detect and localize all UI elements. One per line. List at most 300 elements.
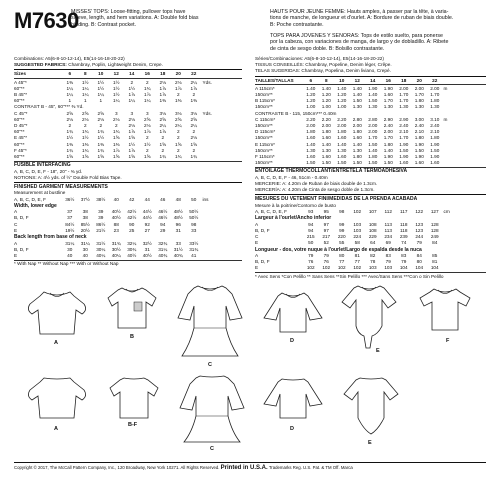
- row-value: 2.00: [399, 85, 409, 91]
- row-value: 1.50: [352, 160, 362, 166]
- row-value: 36½: [65, 196, 75, 202]
- row-value: 1.20: [306, 92, 316, 98]
- row-value: 31¾: [111, 240, 121, 246]
- sketch-view-a-back: [22, 374, 92, 424]
- row-value: 64: [370, 240, 376, 246]
- row-value: 1.70: [399, 98, 409, 104]
- row-value: 1.60: [321, 154, 331, 160]
- row-value: 2⅝: [174, 116, 182, 122]
- row-value: 40½: [111, 215, 121, 221]
- row-value: 1⅞: [112, 147, 120, 153]
- sketch-view-c-back: [174, 372, 250, 448]
- row-value: 1.80: [383, 141, 393, 147]
- row-value: 1¾: [174, 154, 182, 160]
- row-value: 19½: [65, 227, 75, 233]
- row-value: 2⅛: [97, 116, 105, 122]
- row-value: 1⅜: [159, 98, 167, 104]
- row-label: D 45"*: [14, 123, 28, 129]
- row-value: 123: [415, 227, 424, 233]
- desc-fr-line: B: Poche contrastante.: [270, 21, 324, 28]
- row-value: 1⅝: [66, 154, 74, 160]
- longueur-row: [255, 265, 486, 271]
- row-value: 2.80: [368, 116, 378, 122]
- row-value: 99: [339, 227, 345, 233]
- fusible-interfacing-title: FUSIBLE INTERFACING: [14, 162, 71, 169]
- row-value: 2⅝: [81, 110, 89, 116]
- row-unit: Yds.: [202, 79, 212, 85]
- row-value: 2⅛: [190, 135, 198, 141]
- top-bf-back-drawing: [104, 374, 164, 424]
- row-value: 1¼: [112, 98, 120, 104]
- row-value: 2.40: [399, 123, 409, 129]
- row-value: 1.80: [352, 129, 362, 135]
- row-value: 97: [323, 221, 329, 227]
- row-value: 1½: [66, 135, 74, 141]
- row-value: 83: [401, 252, 407, 258]
- row-value: 40¾: [158, 252, 168, 258]
- row-value: 2: [192, 92, 196, 98]
- row-value: 37: [67, 209, 73, 215]
- row-label: 60"**: [14, 154, 25, 160]
- row-value: 1½: [97, 135, 105, 141]
- row-label: A 115cm*: [255, 85, 275, 91]
- row-value: 1.50: [321, 160, 331, 166]
- row-value: 112: [384, 209, 392, 215]
- row-value: 44½: [142, 209, 152, 215]
- row-label: A, B, C, D, E, F: [14, 196, 47, 202]
- size-value: 14: [370, 77, 376, 83]
- row-value: 31¾: [189, 246, 199, 252]
- row-value: 98: [339, 209, 345, 215]
- fabric-row: [14, 154, 242, 160]
- fabric-yardage-table: [14, 80, 242, 105]
- row-value: 2.00: [368, 129, 378, 135]
- row-value: 69: [385, 240, 391, 246]
- row-value: 38½: [96, 196, 106, 202]
- row-value: 1.80: [430, 135, 440, 141]
- row-value: 40½: [127, 252, 137, 258]
- row-value: 2.90: [383, 116, 393, 122]
- row-value: 85: [432, 252, 438, 258]
- row-value: 1.50: [352, 98, 362, 104]
- row-label: 150cm**: [255, 92, 273, 98]
- sketch-view-bf-back: [104, 374, 164, 424]
- row-label: A: [14, 209, 18, 215]
- row-value: 1½: [143, 141, 151, 147]
- sketch-label: F: [446, 338, 450, 344]
- row-value: 2.00: [321, 123, 331, 129]
- row-value: 94: [308, 221, 314, 227]
- metric-fabric-table: [255, 86, 486, 111]
- row-value: 3⅛: [190, 110, 198, 116]
- row-value: 2: [192, 129, 196, 135]
- sketch-view-c-front: [172, 282, 248, 362]
- row-value: 76: [308, 259, 314, 265]
- row-label: 150cm**: [255, 104, 273, 110]
- fabric-yardage-table-2: [14, 111, 242, 161]
- row-value: 118: [400, 227, 408, 233]
- row-value: 1.60: [306, 154, 316, 160]
- row-value: 1¼: [97, 92, 105, 98]
- row-unit: [443, 265, 457, 271]
- row-value: 104: [430, 265, 439, 271]
- row-value: 1.60: [321, 135, 331, 141]
- row-value: 2.20: [337, 116, 347, 122]
- row-value: 108: [368, 221, 377, 227]
- row-value: 1.70: [368, 135, 378, 141]
- row-value: 1.20: [337, 92, 347, 98]
- sketch-view-a-front: [22, 288, 92, 340]
- row-value: 74: [401, 240, 407, 246]
- row-value: 1⅝: [128, 154, 136, 160]
- row-value: 2.00: [414, 85, 424, 91]
- row-value: 1.40: [352, 92, 362, 98]
- size-value: 16: [144, 71, 150, 77]
- row-value: 1.70: [399, 135, 409, 141]
- size-value: 8: [324, 77, 328, 83]
- row-value: 1½: [128, 141, 136, 147]
- row-value: 1.30: [352, 104, 362, 110]
- row-value: 1.00: [306, 104, 316, 110]
- row-value: 1½: [81, 135, 89, 141]
- pattern-number: M7630: [14, 8, 79, 33]
- row-value: 31¼: [80, 240, 90, 246]
- row-value: 215: [306, 234, 315, 240]
- row-value: 27: [144, 227, 150, 233]
- row-label: E: [14, 252, 18, 258]
- row-value: 1.90: [430, 154, 440, 160]
- row-value: 103: [368, 265, 377, 271]
- row-value: 1.30: [414, 104, 424, 110]
- back-length-title: Back length from base of neck: [14, 234, 87, 241]
- row-label: B, D, F: [14, 215, 29, 221]
- top-d-back-drawing: [258, 376, 328, 424]
- row-label: F 115cm*: [255, 154, 275, 160]
- row-value: 1.40: [368, 92, 378, 98]
- row-value: 1¾: [159, 154, 167, 160]
- row-value: 1.50: [383, 160, 393, 166]
- notions: NOTIONS: A: 4½ yds. of ½" Double Fold Bias Tape.: [14, 174, 122, 180]
- row-value: 1¾: [97, 129, 105, 135]
- size-value: 18: [401, 77, 407, 83]
- row-value: 1¾: [112, 129, 120, 135]
- row-value: 1.80: [321, 129, 331, 135]
- row-unit: [443, 160, 457, 166]
- row-value: 2.10: [414, 129, 424, 135]
- row-label: A, B, C, D, E, F: [255, 209, 288, 215]
- desc-es-line: TOPS PARA JÓVENES Y SEÑORAS: Tops de estilo suelto, para ponerse: [270, 33, 443, 39]
- row-unit: m: [443, 116, 448, 122]
- row-value: 1.30: [368, 104, 378, 110]
- size-value: 22: [432, 77, 438, 83]
- printed-in: Printed in U.S.A.: [220, 465, 268, 471]
- row-label: C: [255, 234, 259, 240]
- row-value: 2⅝: [143, 116, 151, 122]
- row-value: 31: [175, 227, 181, 233]
- size-value: 12: [354, 77, 360, 83]
- row-value: 1¾: [81, 147, 89, 153]
- merceria-es: MERCERÍA: A: 4.20m de Cinta de sesgo doble de 1.3cm.: [255, 187, 375, 193]
- row-value: 1⅝: [81, 154, 89, 160]
- row-value: 217: [322, 234, 331, 240]
- row-value: 2: [130, 79, 134, 85]
- row-value: 79: [308, 252, 314, 258]
- row-value: 1¾: [143, 85, 151, 91]
- row-value: 2: [145, 135, 149, 141]
- row-value: 2: [114, 123, 118, 129]
- desc-fr-line: HAUTS POUR JEUNE FEMME: Hauts amples, à passer par la tête, à varia-: [270, 9, 449, 15]
- sketch-view-e-back: [338, 374, 404, 440]
- row-value: 2⅝: [190, 116, 198, 122]
- row-label: 150cm**: [255, 147, 273, 153]
- row-value: 46½: [158, 215, 168, 221]
- row-value: 1⅞: [128, 92, 136, 98]
- row-value: 1⅞: [190, 85, 198, 91]
- row-value: 1⅞: [159, 129, 167, 135]
- row-value: 1.30: [383, 104, 393, 110]
- row-value: 1½: [81, 79, 89, 85]
- bust-measure-row: [14, 197, 242, 203]
- row-value: 103: [384, 265, 393, 271]
- row-unit: m: [443, 85, 448, 91]
- row-value: 1.70: [414, 92, 424, 98]
- row-value: 44: [144, 196, 150, 202]
- row-value: 2⅛: [128, 123, 136, 129]
- fusible-interfacing: A, B, C, D, E, F - 18", 20" - ⅜ yd.: [14, 168, 83, 174]
- row-value: 104: [399, 265, 408, 271]
- row-label: C 45"*: [14, 110, 28, 116]
- row-value: 40: [113, 196, 119, 202]
- row-value: 127: [430, 209, 439, 215]
- top-d-flare-sleeve-drawing: [258, 290, 328, 338]
- row-value: 1½: [112, 85, 120, 91]
- row-value: 32½: [142, 240, 152, 246]
- suggested-fabrics-text: Chambray, Poplin, Lightweight Denim, Crepe.: [68, 62, 163, 68]
- row-label: 150cm**: [255, 135, 273, 141]
- top-c-back-drawing: [174, 372, 250, 448]
- row-value: 1.60: [399, 160, 409, 166]
- tissus-conseilles: TISSUS CONSEILLÉS: Chambray, Popeline, Denim léger, Crêpe.: [255, 62, 392, 68]
- row-label: B, D, F: [255, 227, 270, 233]
- mercerie-fr: MERCERIE: A: 4.20m de Ruban de biais double de 1.3cm.: [255, 181, 378, 187]
- row-label: 150cm**: [255, 123, 273, 129]
- row-unit: cm: [443, 209, 450, 215]
- row-value: 1⅞: [128, 147, 136, 153]
- row-value: 2.40: [414, 123, 424, 129]
- row-unit: [443, 240, 457, 246]
- row-value: 1.40: [321, 85, 331, 91]
- row-value: 1.40: [306, 85, 316, 91]
- row-value: 1¼: [66, 92, 74, 98]
- row-value: 1.40: [383, 147, 393, 153]
- sketch-label: D: [290, 426, 294, 432]
- row-value: 48: [175, 196, 181, 202]
- row-value: 2⅛: [112, 116, 120, 122]
- row-value: 102: [306, 265, 315, 271]
- row-value: 48½: [173, 209, 183, 215]
- row-value: 29: [160, 227, 166, 233]
- row-value: 33½: [189, 240, 199, 246]
- row-value: 85½: [80, 221, 90, 227]
- row-value: 1¾: [97, 147, 105, 153]
- row-value: 1.60: [352, 135, 362, 141]
- row-value: 1⅝: [112, 135, 120, 141]
- row-value: 30: [82, 246, 88, 252]
- size-value: 12: [113, 71, 119, 77]
- row-value: 2¼: [174, 123, 182, 129]
- row-label: A 45"*: [14, 79, 27, 85]
- row-value: 1.80: [306, 129, 316, 135]
- row-value: 2⅛: [128, 116, 136, 122]
- size-value: 22: [191, 71, 197, 77]
- row-value: 1¼: [81, 92, 89, 98]
- top-f-drawing: [410, 286, 480, 336]
- row-value: 31¼: [158, 246, 168, 252]
- row-value: 3.00: [414, 116, 424, 122]
- row-value: 1.30: [337, 147, 347, 153]
- row-value: 2¼: [190, 79, 198, 85]
- row-value: 1.60: [430, 160, 440, 166]
- longueur-table: [255, 253, 486, 272]
- row-value: 1¾: [66, 147, 74, 153]
- row-value: 1¼: [66, 85, 74, 91]
- row-value: 1.30: [321, 147, 331, 153]
- row-value: 40: [67, 252, 73, 258]
- row-value: 1.40: [337, 85, 347, 91]
- row-value: 2⅛: [81, 116, 89, 122]
- row-label: B 45"*: [14, 92, 28, 98]
- row-value: 1.90: [430, 141, 440, 147]
- row-value: 86½: [96, 221, 106, 227]
- row-value: 2: [161, 135, 165, 141]
- sketch-label: B-F: [128, 422, 138, 428]
- row-value: 82: [370, 252, 376, 258]
- suggested-fabrics: [14, 62, 242, 68]
- row-value: 1.20: [321, 92, 331, 98]
- row-value: 93: [308, 209, 314, 215]
- row-value: 1⅞: [159, 92, 167, 98]
- longueur-title: Longueur - dos, votre nuque à l'ourlet/Largo de espalda desde la nuca: [255, 246, 422, 253]
- row-label: 60"**: [14, 98, 25, 104]
- header: [14, 8, 486, 58]
- row-value: 2¼: [190, 123, 198, 129]
- row-value: 1.90: [383, 85, 393, 91]
- largeur-table: [255, 222, 486, 247]
- row-value: 1⅜: [66, 79, 74, 85]
- row-value: 98: [191, 221, 197, 227]
- row-value: 1.60: [337, 135, 347, 141]
- desc-es-line: por la cabeza, con variaciones de manga, de largo y de dobladillo. A: Ribete: [270, 39, 449, 46]
- size-value: 20: [175, 71, 181, 77]
- row-value: 79: [323, 252, 329, 258]
- top-b-short-sleeve-drawing: [102, 284, 162, 336]
- sketch-view-d-back: [258, 376, 328, 424]
- row-label: A: [14, 240, 18, 246]
- row-value: 1.50: [368, 141, 378, 147]
- row-value: 1.40: [337, 141, 347, 147]
- row-value: 1.60: [383, 92, 393, 98]
- row-value: 21½: [96, 227, 106, 233]
- row-value: 2⅝: [97, 110, 105, 116]
- top-a-back-drawing: [22, 374, 92, 424]
- row-value: 2.20: [321, 116, 331, 122]
- row-value: 1.50: [399, 147, 409, 153]
- row-value: 2.90: [399, 116, 409, 122]
- metric-yardage-column: [255, 56, 486, 280]
- row-value: 1⅞: [159, 85, 167, 91]
- row-value: 32¾: [158, 240, 168, 246]
- telas-sugeridas: TELAS SUGERIDAS: Chambray, Popelina, Denim liviano, Crepé.: [255, 68, 391, 74]
- row-value: 23: [113, 227, 119, 233]
- row-value: 1.90: [368, 85, 378, 91]
- row-value: 1⅜: [190, 98, 198, 104]
- row-value: 2.80: [352, 116, 362, 122]
- row-unit: [202, 98, 216, 104]
- metric-fabric-table-2: [255, 117, 486, 167]
- row-label: D 115cm*: [255, 129, 276, 135]
- row-value: 1.80: [430, 98, 440, 104]
- row-value: 2.10: [399, 129, 409, 135]
- row-value: 1⅞: [174, 85, 182, 91]
- row-value: 38: [82, 209, 88, 215]
- row-value: 1½: [112, 92, 120, 98]
- row-value: 1¾: [190, 154, 198, 160]
- divider: [14, 182, 242, 183]
- row-value: 78: [370, 259, 376, 265]
- row-value: 31½: [96, 240, 106, 246]
- row-value: 31¼: [65, 240, 75, 246]
- row-value: 244: [415, 234, 424, 240]
- row-value: 30¾: [127, 246, 137, 252]
- row-value: 1.90: [414, 141, 424, 147]
- footer: [14, 462, 486, 476]
- row-label: C 115cm*: [255, 116, 276, 122]
- row-value: 20½: [80, 227, 90, 233]
- row-unit: [202, 253, 216, 259]
- row-value: 1.50: [414, 147, 424, 153]
- row-value: 1½: [97, 85, 105, 91]
- row-value: 37½: [80, 196, 90, 202]
- row-value: 1¼: [128, 98, 136, 104]
- row-value: 2.00: [368, 123, 378, 129]
- description-french: [270, 9, 486, 28]
- row-value: 1.90: [383, 154, 393, 160]
- row-value: 40: [82, 252, 88, 258]
- row-value: 239: [399, 234, 408, 240]
- row-value: 2: [145, 147, 149, 153]
- row-value: 1.00: [321, 104, 331, 110]
- row-value: 104: [415, 265, 424, 271]
- row-value: 3: [130, 110, 134, 116]
- row-value: 2: [68, 123, 72, 129]
- row-value: 42½: [127, 209, 137, 215]
- back-length-table: [14, 241, 242, 260]
- row-value: 1.40: [352, 141, 362, 147]
- row-label: E 115cm*: [255, 141, 275, 147]
- row-label: B 115cm*: [255, 98, 275, 104]
- row-value: 103: [353, 227, 362, 233]
- desc-en-line: sleeve, length, and hem variations. A: Double fold bias: [71, 15, 199, 22]
- row-label: B, D, F: [14, 246, 29, 252]
- row-value: 95: [323, 209, 329, 215]
- size-value: 10: [339, 77, 345, 83]
- row-value: 2.40: [430, 123, 440, 129]
- top-e-back-drawing: [338, 374, 404, 440]
- sizes-label: Sizes: [14, 71, 26, 77]
- row-value: 2⅛: [143, 123, 151, 129]
- row-value: 2⅛: [174, 79, 182, 85]
- row-unit: [202, 154, 216, 160]
